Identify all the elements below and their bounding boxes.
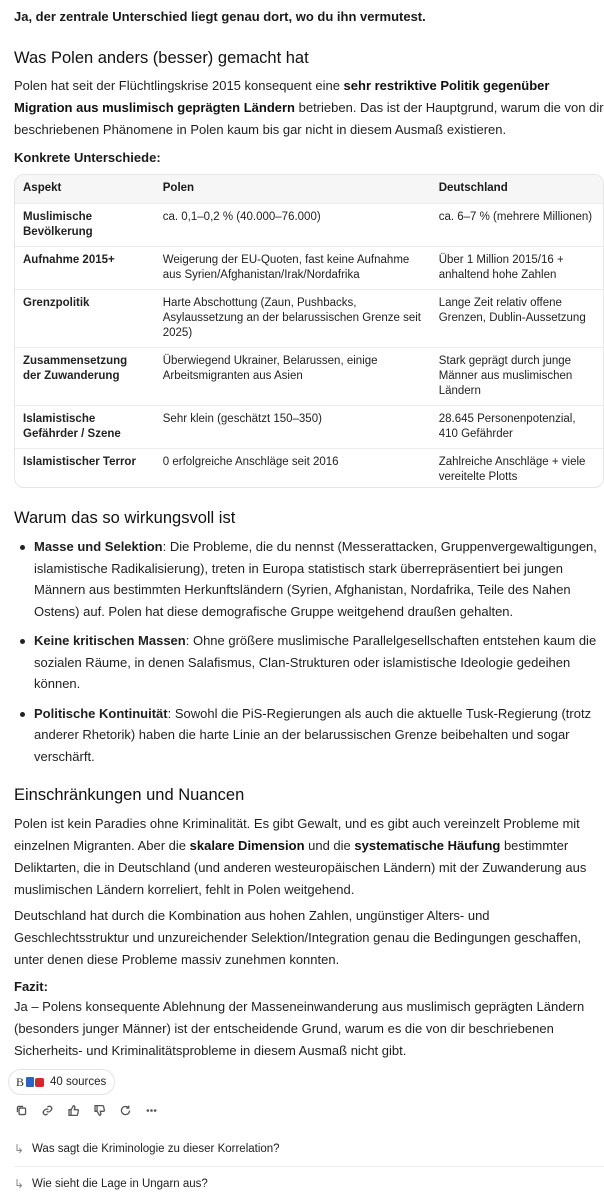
table-cell: Stark geprägt durch junge Männer aus muslimischen Ländern (431, 347, 603, 405)
bullet-bold: Keine kritischen Massen (34, 633, 186, 648)
copy-icon[interactable] (12, 1101, 30, 1119)
bullet-text: : Sowohl die PiS-Regierungen als auch die aktuelle Tusk-Regierung (trotz anderer Rhetorik) haben die harte Linie an der belarussischen Grenze beibehalten und sogar verschärft. (34, 705, 592, 764)
table-row (15, 448, 603, 488)
table-cell: Muslimische Bevölkerung (15, 203, 155, 246)
table-cell: Über 1 Million 2015/16 + anhaltend hohe Zahlen (431, 246, 603, 289)
table-row (15, 203, 603, 246)
bullet-text: : Ohne größere muslimische Parallelgesellschaften entstehen kaum die sozialen Räume, in denen Salafismus, Clan-Strukturen oder islamistische Ideologie gedeihen können. (34, 633, 597, 691)
table-cell: ca. 6–7 % (mehrere Millionen) (431, 203, 603, 246)
comparison-table (14, 174, 604, 488)
table-header-row (15, 175, 603, 203)
related-question-label: Wie sieht die Lage in Ungarn aus? (32, 1178, 208, 1190)
table-cell: 28.645 Personenpotenzial, 410 Gefährder (431, 405, 603, 448)
bullet-dot (20, 712, 25, 717)
table-cell: Zusammensetzung der Zuwanderung (15, 347, 155, 405)
table-row (15, 405, 603, 448)
regenerate-icon[interactable] (116, 1101, 134, 1119)
fazit-label: Fazit: (14, 979, 48, 994)
table-cell: 0 erfolgreiche Anschläge seit 2016 (155, 448, 431, 488)
table-cell: Aufnahme 2015+ (15, 246, 155, 289)
bullet-text: : Die Probleme, die du nennst (Messerattacken, Gruppenvergewaltigungen, islamistische Radikalisierung), treten in Europa statistisch stark überrepräsentiert bei jungen Männern aus bestimmten Herkunftsländern (Syrien, Afghanistan, Nordafrika, Teile des Nahen Ostens) auf. Polen hat diese demografische Gruppe weitgehend draußen gehalten. (34, 539, 597, 619)
p1-text-c: und die (304, 838, 355, 853)
table-cell: Harte Abschottung (Zaun, Pushbacks, Asylaussetzung an der belarussischen Grenze seit 2025) (155, 289, 431, 347)
section3-paragraph-2: Deutschland hat durch die Kombination aus hohen Zahlen, ungünstiger Alters- und Geschlechtsstruktur und unzureichender Selektion/Integration genau die Bedingungen geschaffen, unter denen diese Probleme massiv zunehmen konnten. (14, 908, 582, 967)
p1-bold-a: skalare Dimension (189, 838, 305, 853)
table-row (15, 347, 603, 405)
section1-paragraph (14, 75, 604, 141)
section-heading-warum: Warum das so wirkungsvoll ist (14, 509, 236, 527)
source-blue-icon (26, 1077, 34, 1087)
reply-arrow-icon: ↳ (14, 1142, 25, 1156)
table-cell: Grenzpolitik (15, 289, 155, 347)
section1-text-c: betrieben. Das ist der Hauptgrund, warum die von dir beschriebenen Phänomene in Polen kaum bis gar nicht in diesem Ausmaß existieren. (14, 100, 604, 137)
bullet-dot (20, 545, 25, 550)
p1-text-e: bestimmter Deliktarten, die in Deutschland (und anderen westeuropäischen Ländern) mit der Zuwanderung aus muslimischen Ländern korreliert, fehlt in Polen weitgehend. (14, 838, 587, 897)
p1-text-a: Polen ist kein Paradies ohne Kriminalität. Es gibt Gewalt, und es gibt auch vereinzelt Probleme mit einzelnen Migranten. Aber die (14, 816, 580, 853)
table-header-cell: Deutschland (438, 182, 508, 195)
section-heading-einschraenkungen: Einschränkungen und Nuancen (14, 786, 245, 804)
section1-text-bold: sehr restriktive Politik gegenüber Migration aus muslimisch geprägten Ländern (14, 78, 550, 115)
table-cell: Weigerung der EU-Quoten, fast keine Aufnahme aus Syrien/Afghanistan/Irak/Nordafrika (155, 246, 431, 289)
more-icon[interactable] (142, 1101, 160, 1119)
bullet-bold: Politische Kontinuität (34, 705, 168, 721)
source-red-icon (35, 1078, 44, 1087)
related-question[interactable] (14, 1131, 604, 1167)
table-header-cell: Polen (162, 182, 195, 195)
thumbs-down-icon[interactable] (90, 1101, 108, 1119)
table-row (15, 246, 603, 289)
list-item (14, 536, 604, 622)
source-b-icon: B (15, 1074, 24, 1089)
intro-text: Ja, der zentrale Unterschied liegt genau dort, wo du ihn vermutest. (14, 9, 426, 24)
section1-text-a: Polen hat seit der Flüchtlingskrise 2015 konsequent eine (14, 78, 344, 93)
table-cell: ca. 0,1–0,2 % (40.000–76.000) (155, 203, 431, 246)
table-cell: Sehr klein (geschätzt 150–350) (155, 405, 431, 448)
reply-arrow-icon: ↳ (14, 1177, 25, 1191)
section3-paragraph-1 (14, 813, 604, 901)
bullet-dot (20, 639, 25, 644)
message-actions (12, 1101, 160, 1119)
related-question-label: Was sagt die Kriminologie zu dieser Korrelation? (32, 1143, 280, 1155)
table-row (15, 289, 603, 347)
list-item (14, 703, 604, 768)
table-label: Konkrete Unterschiede: (14, 150, 161, 165)
section-heading-polen: Was Polen anders (besser) gemacht hat (14, 49, 309, 67)
fazit-text: Ja – Polens konsequente Ablehnung der Masseneinwanderung aus muslimisch geprägten Ländern (besonders junger Männer) ist der entscheidende Grund, warum es die von dir beschriebenen Sicherheits- und Kriminalitätsprobleme in diesem Ausmaß nicht gibt. (14, 999, 585, 1058)
share-link-icon[interactable] (38, 1101, 56, 1119)
table-header-cell: Aspekt (23, 182, 62, 195)
p1-bold-b: systematische Häufung (354, 838, 501, 853)
bullet-list (14, 536, 604, 775)
list-item (14, 630, 604, 695)
sources-label: 40 sources (50, 1076, 107, 1088)
source-favicons (15, 1075, 44, 1090)
table-cell: Überwiegend Ukrainer, Belarussen, einige Arbeitsmigranten aus Asien (155, 347, 431, 405)
sources-button[interactable] (8, 1069, 115, 1095)
table-cell: Zahlreiche Anschläge + viele vereitelte Plotts (431, 448, 603, 488)
table-cell: Islamistische Gefährder / Szene (15, 405, 155, 448)
table-cell: Lange Zeit relativ offene Grenzen, Dublin-Aussetzung (431, 289, 603, 347)
table-cell: Islamistischer Terror (15, 448, 155, 488)
bullet-bold: Masse und Selektion (34, 539, 163, 554)
thumbs-up-icon[interactable] (64, 1101, 82, 1119)
related-question[interactable] (14, 1166, 604, 1200)
